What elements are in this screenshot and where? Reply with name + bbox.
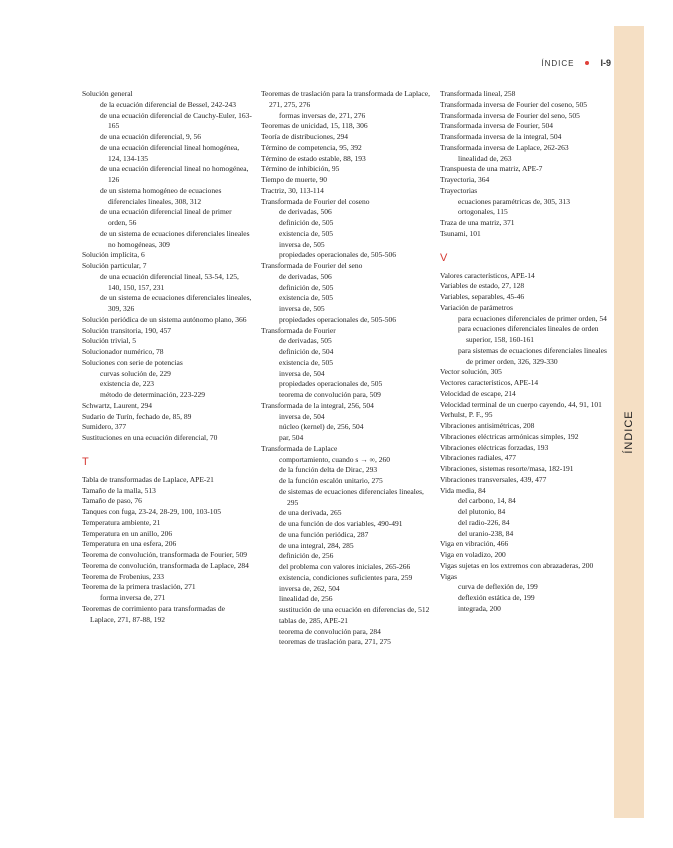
index-subentry: de una ecuación diferencial lineal de primer orden, 56 bbox=[100, 207, 232, 227]
index-subentry: definición de, 505 bbox=[279, 218, 334, 227]
index-entry: Transformada de Fourier del seno bbox=[261, 261, 363, 270]
index-subentry: de un sistema homogéneo de ecuaciones diferenciales lineales, 308, 312 bbox=[100, 185, 222, 206]
tab-label: ÍNDICE bbox=[623, 410, 635, 454]
index-entry: Término de competencia, 95, 392 bbox=[261, 142, 362, 152]
index-entry: Solución implícita, 6 bbox=[82, 250, 145, 260]
index-entry: Velocidad terminal de un cuerpo cayendo, 44, 91, 101 bbox=[440, 399, 602, 409]
bullet-dot-icon bbox=[585, 61, 589, 65]
index-subentry: propiedades operacionales de, 505-506 bbox=[279, 250, 397, 260]
index-entry: Transformada lineal, 258 bbox=[440, 89, 516, 98]
index-subentry: para ecuaciones diferenciales lineales de orden superior, 158, 160-161 bbox=[458, 324, 599, 344]
index-subentry: inversa de, 504 bbox=[279, 368, 325, 378]
index-entry: Transformada inversa de Laplace, 262-263 bbox=[440, 142, 569, 152]
index-subentry: de una derivada, 265 bbox=[279, 508, 342, 518]
section-letter: T bbox=[82, 455, 89, 468]
index-subentry: definición de, 505 bbox=[279, 282, 334, 292]
index-entry: Trayectorias bbox=[440, 185, 478, 195]
index-entry: Transformada de Fourier del coseno bbox=[261, 196, 370, 206]
index-subentry: teorema de convolución para, 284 bbox=[279, 626, 381, 636]
index-subentry: del carbono, 14, 84 bbox=[458, 496, 516, 506]
index-subentry: formas inversas de, 271, 276 bbox=[279, 110, 366, 120]
index-entry: Soluciones con serie de potencias bbox=[82, 357, 183, 367]
index-subentry: de la función escalón unitario, 275 bbox=[279, 476, 383, 485]
index-column-1 bbox=[82, 89, 252, 625]
index-entry: Vibraciones radiales, 477 bbox=[440, 453, 516, 463]
index-entry: Solucionador numérico, 78 bbox=[82, 347, 164, 356]
section-title: ÍNDICE bbox=[541, 58, 575, 68]
index-subentry: del radio-226, 84 bbox=[458, 517, 510, 527]
index-entry: Verhulst, P. F., 95 bbox=[440, 410, 493, 420]
index-subentry: inversa de, 505 bbox=[279, 304, 325, 313]
index-entry: Transformada inversa de Fourier del seno, 505 bbox=[440, 110, 580, 120]
index-entry: Variables, separables, 45-46 bbox=[440, 292, 525, 301]
index-subentry: curvas solución de, 229 bbox=[100, 368, 171, 378]
index-entry: Velocidad de escape, 214 bbox=[440, 388, 516, 398]
index-subentry: de una función periódica, 287 bbox=[279, 529, 369, 539]
index-subentry: existencia, condiciones suficientes para, 259 bbox=[279, 572, 413, 582]
index-subentry: de una ecuación diferencial, 9, 56 bbox=[100, 132, 201, 141]
index-subentry: existencia de, 505 bbox=[279, 293, 333, 303]
index-subentry: del uranio-238, 84 bbox=[458, 528, 514, 538]
index-entry: Término de estado estable, 88, 193 bbox=[261, 153, 366, 163]
index-subentry: deflexión estática de, 199 bbox=[458, 593, 535, 602]
index-subentry: linealidad de, 263 bbox=[458, 153, 512, 163]
index-subentry: de sistemas de ecuaciones diferenciales lineales, 295 bbox=[279, 486, 424, 507]
index-entry: Vector solución, 305 bbox=[440, 367, 502, 377]
index-entry: Viga en voladizo, 200 bbox=[440, 550, 506, 559]
index-subentry: para ecuaciones diferenciales de primer orden, 54 bbox=[458, 313, 607, 323]
index-entry: Transformada de Fourier bbox=[261, 325, 336, 335]
index-subentry: inversa de, 505 bbox=[279, 239, 325, 249]
index-entry: Schwartz, Laurent, 294 bbox=[82, 400, 152, 410]
index-subentry: para sistemas de ecuaciones diferenciales lineales de primer orden, 326, 329-330 bbox=[458, 345, 607, 366]
index-entry: Solución particular, 7 bbox=[82, 261, 147, 270]
index-entry: Tsunami, 101 bbox=[440, 228, 481, 238]
index-entry: Teorema de convolución, transformada de Fourier, 509 bbox=[82, 550, 247, 559]
index-subentry: de una ecuación diferencial lineal, 53-54, 125, 140, 150, 157, 231 bbox=[100, 271, 239, 292]
index-subentry: método de determinación, 223-229 bbox=[100, 390, 205, 399]
index-subentry: tablas de, 285, APE-21 bbox=[279, 615, 348, 625]
page-header bbox=[541, 58, 611, 68]
index-entry: Traza de una matriz, 371 bbox=[440, 218, 515, 227]
index-entry: Sudario de Turín, fechado de, 85, 89 bbox=[82, 411, 192, 421]
index-entry: Tamaño de paso, 76 bbox=[82, 496, 142, 506]
index-subentry: inversa de, 262, 504 bbox=[279, 583, 340, 593]
index-subentry: de un sistema de ecuaciones diferenciales lineales no homogéneas, 309 bbox=[100, 228, 250, 249]
index-entry: Solución general bbox=[82, 89, 133, 98]
index-entry: Vibraciones transversales, 439, 477 bbox=[440, 474, 547, 484]
index-entry: Solución transitoria, 190, 457 bbox=[82, 325, 171, 335]
index-entry: Transformada inversa de la integral, 504 bbox=[440, 132, 562, 141]
index-subentry: de una integral, 284, 285 bbox=[279, 540, 354, 550]
index-entry: Teorema de Frobenius, 233 bbox=[82, 571, 164, 581]
index-subentry: ortogonales, 115 bbox=[458, 207, 508, 217]
index-subentry: forma inversa de, 271 bbox=[100, 593, 166, 602]
index-entry: Teoremas de corrimiento para transformadas de Laplace, 271, 87-88, 192 bbox=[82, 603, 225, 624]
index-entry: Tractriz, 30, 113-114 bbox=[261, 185, 324, 195]
index-subentry: existencia de, 505 bbox=[279, 357, 333, 367]
index-entry: Teoría de distribuciones, 294 bbox=[261, 132, 348, 141]
index-subentry: teorema de convolución para, 509 bbox=[279, 390, 381, 399]
index-subentry: ecuaciones paramétricas de, 305, 313 bbox=[458, 196, 571, 206]
index-subentry: existencia de, 505 bbox=[279, 228, 333, 238]
index-entry: Solución trivial, 5 bbox=[82, 336, 136, 346]
index-column-2 bbox=[261, 89, 433, 648]
index-entry: Vibraciones eléctricas armónicas simples, 192 bbox=[440, 431, 579, 441]
index-entry: Solución periódica de un sistema autónomo plano, 366 bbox=[82, 314, 247, 324]
index-subentry: de la función delta de Dirac, 293 bbox=[279, 465, 378, 475]
index-entry: Vibraciones antisimétricas, 208 bbox=[440, 421, 535, 430]
index-entry: Transformada de Laplace bbox=[261, 443, 338, 453]
index-entry: Teorema de convolución, transformada de Laplace, 284 bbox=[82, 560, 249, 570]
page-number: I-9 bbox=[600, 58, 611, 68]
index-subentry: definición de, 504 bbox=[279, 347, 334, 356]
index-subentry: curva de deflexión de, 199 bbox=[458, 582, 538, 592]
index-entry: Término de inhibición, 95 bbox=[261, 164, 340, 174]
index-subentry: de la ecuación diferencial de Bessel, 242-243 bbox=[100, 99, 236, 109]
index-subentry: de derivadas, 506 bbox=[279, 207, 332, 217]
index-entry: Vectores característicos, APE-14 bbox=[440, 378, 539, 387]
index-subentry: teoremas de traslación para, 271, 275 bbox=[279, 637, 391, 647]
index-entry: Temperatura en una esfera, 206 bbox=[82, 539, 177, 549]
index-entry: Transpuesta de una matriz, APE-7 bbox=[440, 164, 543, 174]
index-subentry: propiedades operacionales de, 505 bbox=[279, 379, 383, 389]
index-entry: Variables de estado, 27, 128 bbox=[440, 281, 525, 291]
index-subentry: de una ecuación diferencial lineal homogénea, 124, 134-135 bbox=[100, 142, 240, 163]
index-entry: Teorema de la primera traslación, 271 bbox=[82, 582, 196, 592]
index-entry: Vida media, 84 bbox=[440, 485, 486, 495]
index-entry: Transformada inversa de Fourier del coseno, 505 bbox=[440, 99, 587, 109]
index-entry: Transformada de la integral, 256, 504 bbox=[261, 400, 374, 410]
index-entry: Vibraciones eléctricas forzadas, 193 bbox=[440, 442, 549, 452]
index-entry: Tiempo de muerte, 90 bbox=[261, 175, 327, 184]
index-entry: Transformada inversa de Fourier, 504 bbox=[440, 121, 553, 131]
index-subentry: de derivadas, 505 bbox=[279, 336, 332, 346]
index-entry: Vigas sujetas en los extremos con abrazaderas, 200 bbox=[440, 560, 594, 570]
index-subentry: de una ecuación diferencial de Cauchy-Euler, 163-165 bbox=[100, 110, 252, 131]
index-entry: Variación de parámetros bbox=[440, 302, 513, 312]
index-subentry: definición de, 256 bbox=[279, 551, 334, 561]
index-entry: Sumidero, 377 bbox=[82, 422, 127, 432]
index-entry: Teoremas de unicidad, 15, 118, 306 bbox=[261, 121, 368, 131]
index-subentry: inversa de, 504 bbox=[279, 411, 325, 421]
index-subentry: de una ecuación diferencial lineal no homogénea, 126 bbox=[100, 164, 249, 184]
index-entry: Sustituciones en una ecuación diferencial, 70 bbox=[82, 433, 218, 442]
index-entry: Vigas bbox=[440, 571, 458, 581]
index-entry: Vibraciones, sistemas resorte/masa, 182-191 bbox=[440, 464, 574, 473]
index-entry: Teoremas de traslación para la transformada de Laplace, 271, 275, 276 bbox=[261, 89, 430, 109]
index-subentry: núcleo (kernel) de, 256, 504 bbox=[279, 422, 364, 432]
index-entry: Trayectoria, 364 bbox=[440, 175, 490, 184]
index-subentry: propiedades operacionales de, 505-506 bbox=[279, 314, 397, 324]
index-subentry: linealidad de, 256 bbox=[279, 594, 333, 604]
index-subentry: de derivadas, 506 bbox=[279, 271, 332, 281]
index-subentry: comportamiento, cuando s → ∞, 260 bbox=[279, 454, 390, 464]
index-entry: Tanques con fuga, 23-24, 28-29, 100, 103-105 bbox=[82, 507, 222, 516]
index-entry: Temperatura ambiente, 21 bbox=[82, 517, 161, 527]
index-entry: Temperatura en un anillo, 206 bbox=[82, 528, 173, 538]
index-subentry: existencia de, 223 bbox=[100, 379, 154, 389]
index-subentry: sustitución de una ecuación en diferencias de, 512 bbox=[279, 605, 430, 614]
index-column-3 bbox=[440, 89, 612, 615]
index-subentry: del plutonio, 84 bbox=[458, 507, 506, 516]
index-entry: Valores característicos, APE-14 bbox=[440, 270, 535, 280]
index-subentry: par, 504 bbox=[279, 433, 304, 442]
index-subentry: del problema con valores iniciales, 265-266 bbox=[279, 562, 411, 571]
index-subentry: integrada, 200 bbox=[458, 603, 501, 613]
index-subentry: de una función de dos variables, 490-491 bbox=[279, 519, 403, 528]
index-entry: Tabla de transformadas de Laplace, APE-21 bbox=[82, 474, 214, 484]
section-letter: V bbox=[440, 251, 448, 264]
index-subentry: de un sistema de ecuaciones diferenciales lineales, 309, 326 bbox=[100, 293, 252, 313]
index-entry: Tamaño de la malla, 513 bbox=[82, 485, 156, 495]
index-entry: Viga en vibración, 466 bbox=[440, 539, 509, 549]
